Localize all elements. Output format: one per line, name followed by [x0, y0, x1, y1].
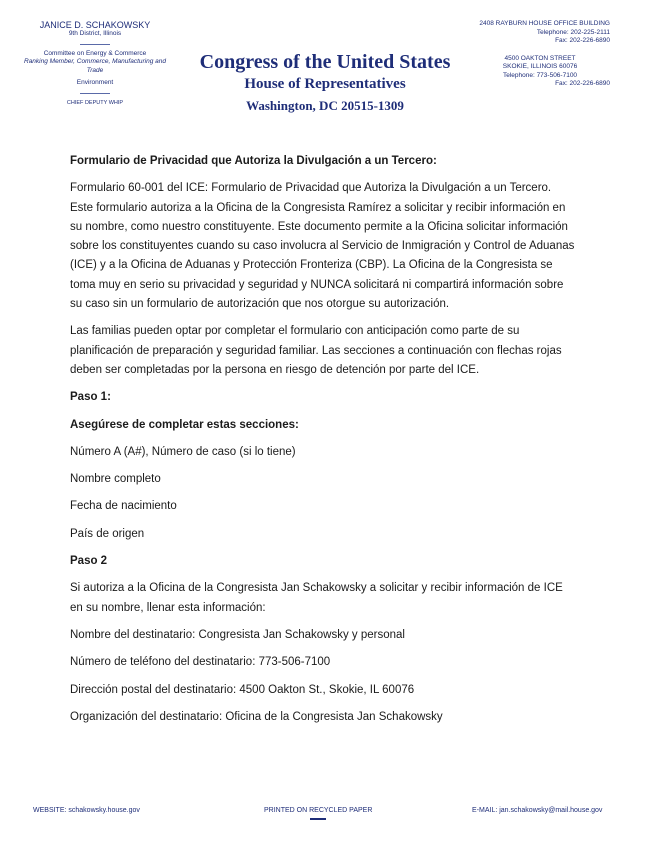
recycled-text: PRINTED ON RECYCLED PAPER	[264, 807, 373, 814]
member-info	[20, 20, 170, 107]
local-phone: Telephone: 773-506-7100	[502, 71, 578, 79]
congress-title: Congress of the United States	[199, 51, 451, 73]
step-2-title: Paso 2	[70, 555, 108, 568]
footer-email: E-MAIL: jan.schakowsky@mail.house.gov	[472, 807, 603, 814]
congress-seal-text	[150, 50, 500, 118]
list-item: Fecha de nacimiento	[70, 500, 177, 513]
committee: Committee on Energy & Commerce	[43, 49, 147, 57]
letter-body	[70, 152, 575, 735]
office-addresses	[450, 20, 610, 89]
dc-phone: Telephone: 202-225-2111	[536, 28, 610, 36]
footer-recycled	[264, 807, 372, 820]
local-fax: Fax: 202-226-6890	[555, 80, 610, 87]
footer-website: WEBSITE: schakowsky.house.gov	[33, 807, 140, 814]
list-item: Nombre del destinatario: Congresista Jan Schakowsky y personal	[70, 628, 405, 641]
step-1-title: Paso 1:	[70, 391, 111, 404]
paragraph: Formulario 60-001 del ICE: Formulario de Privacidad que Autoriza la Divulgación a un Tercero. Este formulario autoriza a la Oficina de la Congresista Ramírez a solicitar y recibir información en su nombre, como nuestro constituyente. Este documento permite a la Oficina solicitar información sobre los constituyentes cuando su caso involucra al Servicio de Inmigración y Control de Aduanas (ICE) y a la Oficina de Aduanas y Protección Fronteriza (CBP). La Oficina de la Congresista se toma muy en serio su privacidad y seguridad y NUNCA solicitará ni compartirá información sobre su caso sin un formulario de autorización que nos otorgue su autorización.	[70, 182, 575, 311]
subcommittee: Environment	[76, 79, 114, 86]
washington-address: Washington, DC 20515-1309	[246, 98, 404, 113]
heading: Formulario de Privacidad que Autoriza la Divulgación a un Tercero:	[70, 155, 437, 167]
local-street: 4500 OAKTON STREET	[504, 54, 576, 62]
divider	[80, 44, 110, 45]
dc-fax: Fax: 202-226-6890	[555, 37, 610, 44]
step-1-subtitle: Asegúrese de completar estas secciones:	[70, 418, 299, 431]
list-item: Número de teléfono del destinatario: 773-506-7100	[70, 656, 331, 669]
recycle-icon	[310, 818, 326, 820]
paragraph: Las familias pueden optar por completar el formulario con anticipación como parte de su planificación de preparación y seguridad familiar. Las secciones a continuación con flechas rojas deben ser completadas por la persona en riesgo de detención por parte del ICE.	[70, 325, 562, 376]
district: 9th District, Illinois	[68, 30, 122, 37]
list-item: Nombre completo	[70, 473, 161, 486]
list-item: Organización del destinatario: Oficina de la Congresista Jan Schakowsky	[70, 710, 443, 723]
divider	[80, 93, 110, 94]
paragraph: Si autoriza a la Oficina de la Congresista Jan Schakowsky a solicitar y recibir información de ICE en su nombre, llenar esta información:	[70, 582, 563, 614]
house-title: House of Representatives	[244, 76, 406, 92]
member-name: JANICE D. SCHAKOWSKY	[39, 20, 151, 30]
list-item: Número A (A#), Número de caso (si lo tiene)	[70, 445, 296, 458]
dc-address: 2408 RAYBURN HOUSE OFFICE BUILDING	[479, 20, 610, 27]
committee-role: Ranking Member, Commerce, Manufacturing and Trade	[24, 58, 166, 74]
local-city: SKOKIE, ILLINOIS 60076	[502, 63, 578, 70]
list-item: País de origen	[70, 527, 145, 540]
list-item: Dirección postal del destinatario: 4500 Oakton St., Skokie, IL 60076	[70, 683, 415, 696]
whip-title: CHIEF DEPUTY WHIP	[66, 99, 124, 106]
